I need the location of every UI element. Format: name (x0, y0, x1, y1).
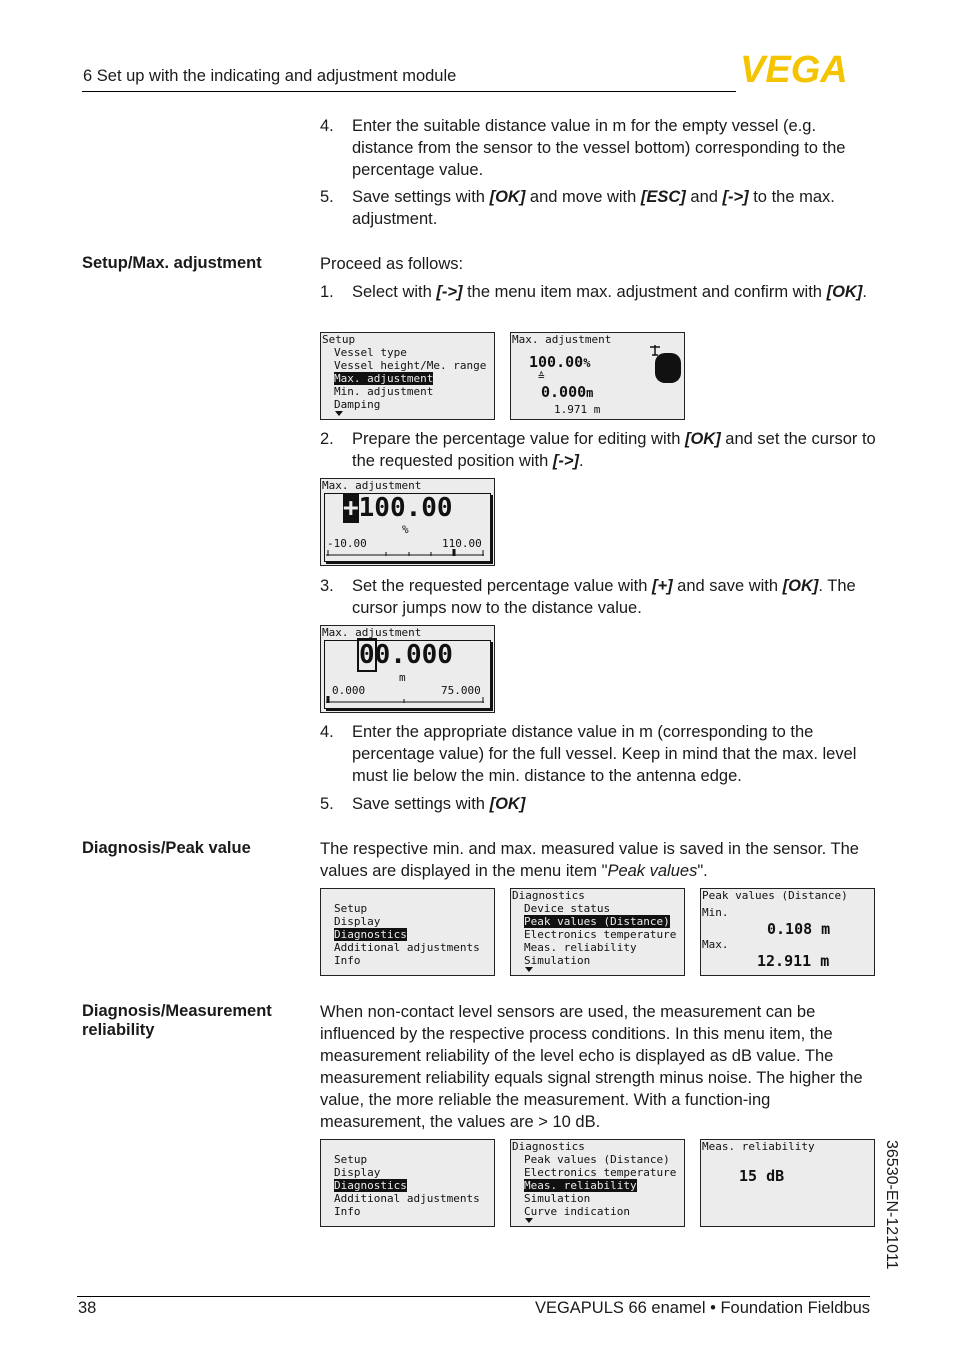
running-header: 6 Set up with the indicating and adjustment module (83, 67, 457, 85)
section-heading-peak-value: Diagnosis/Peak value (82, 839, 251, 857)
page-number: 38 (78, 1299, 97, 1317)
lcd-selected-item: Meas. reliability (524, 1179, 637, 1192)
lcd-meas-reliability: Meas. reliability 15 dB (700, 1139, 875, 1227)
lcd-selected-item: Diagnostics (334, 928, 407, 941)
scale-bar (326, 696, 486, 704)
lcd-diagnostics-menu: Diagnostics Device status Peak values (Distance) Electronics temperature Meas. reliability Simulation (510, 888, 685, 976)
footer-document-title: VEGAPULS 66 enamel • Foundation Fieldbus (534, 1299, 870, 1317)
max-adjust-step-4: 4. Enter the appropriate distance value in m (corresponding to the percentage value) for the full vessel. Keep in mind that the max. level must lie below the min. distance to the antenna edge. (320, 723, 857, 785)
document-code: 36530-EN-121011 (883, 1140, 900, 1270)
section-heading-max-adjustment: Setup/Max. adjustment (82, 254, 262, 272)
lcd-main-menu-2: Setup Display Diagnostics Additional adjustments Info (320, 1139, 495, 1227)
scale-bar (326, 549, 486, 557)
max-adjust-step-1: 1. Select with [->] the menu item max. adjustment and confirm with [OK]. (320, 283, 867, 301)
edit-cursor: 0 (359, 640, 375, 670)
footer-rule (77, 1296, 870, 1297)
lcd-main-menu: Setup Display Diagnostics Additional adjustments Info (320, 888, 495, 976)
lcd-peak-values: Peak values (Distance) Min. 0.108 m Max. 12.911 m (700, 888, 875, 976)
lcd-edit-percent: Max. adjustment +100.00 % -10.00 110.00 (320, 478, 495, 566)
lcd-selected-item: Diagnostics (334, 1179, 407, 1192)
vessel-full-icon (646, 343, 684, 387)
edit-cursor: + (343, 493, 359, 523)
intro-step-4: 4. Enter the suitable distance value in m for the empty vessel (e.g. distance from the sensor to the vessel bottom) corresponding to the percentage value. (320, 117, 846, 179)
max-adjust-step-3: 3. Set the requested percentage value with [+] and save with [OK]. The cursor jumps now to the distance value. (320, 577, 856, 617)
max-adjust-step-5: 5. Save settings with [OK] (320, 795, 526, 813)
lcd-max-adjustment: Max. adjustment 100.00% ≙ 0.000m 1.971 m (510, 332, 685, 420)
reliability-text: When non-contact level sensors are used, the measurement can be influenced by the respective process conditions. In this menu item, the measurement reliability of the level echo is displayed as dB value. The measurement reliability equals signal strength minus noise. The higher the value, the more reliable the measurement. With a function-ing measurement, the values are > 10 dB. (320, 1003, 863, 1131)
scroll-down-icon (525, 1218, 533, 1223)
vega-logo-text: VEGA (740, 52, 848, 86)
lcd-selected-item: Max. adjustment (334, 372, 434, 385)
lcd-edit-distance: Max. adjustment 00.000 m 0.000 75.000 (320, 625, 495, 713)
lcd-selected-item: Peak values (Distance) (524, 915, 670, 928)
max-adjust-intro: Proceed as follows: (320, 255, 464, 273)
max-adjust-step-2: 2. Prepare the percentage value for editing with [OK] and set the cursor to the requested position with [->]. (320, 430, 876, 470)
intro-step-5: 5. Save settings with [OK] and move with [ESC] and [->] to the max. adjustment. (320, 188, 835, 228)
section-heading-measurement-reliability: Diagnosis/Measurement reliability (82, 1002, 272, 1039)
peak-value-text: The respective min. and max. measured value is saved in the sensor. The values are displayed in the menu item "Peak values". (320, 840, 859, 880)
header-rule (82, 91, 736, 92)
vega-logo (740, 52, 872, 91)
lcd-setup-menu: Setup Vessel type Vessel height/Me. range Max. adjustment Min. adjustment Damping (320, 332, 495, 420)
lcd-diagnostics-menu-2: Diagnostics Peak values (Distance) Electronics temperature Meas. reliability Simulation Curve indication (510, 1139, 685, 1227)
scroll-down-icon (525, 967, 533, 972)
scroll-down-icon (335, 411, 343, 416)
